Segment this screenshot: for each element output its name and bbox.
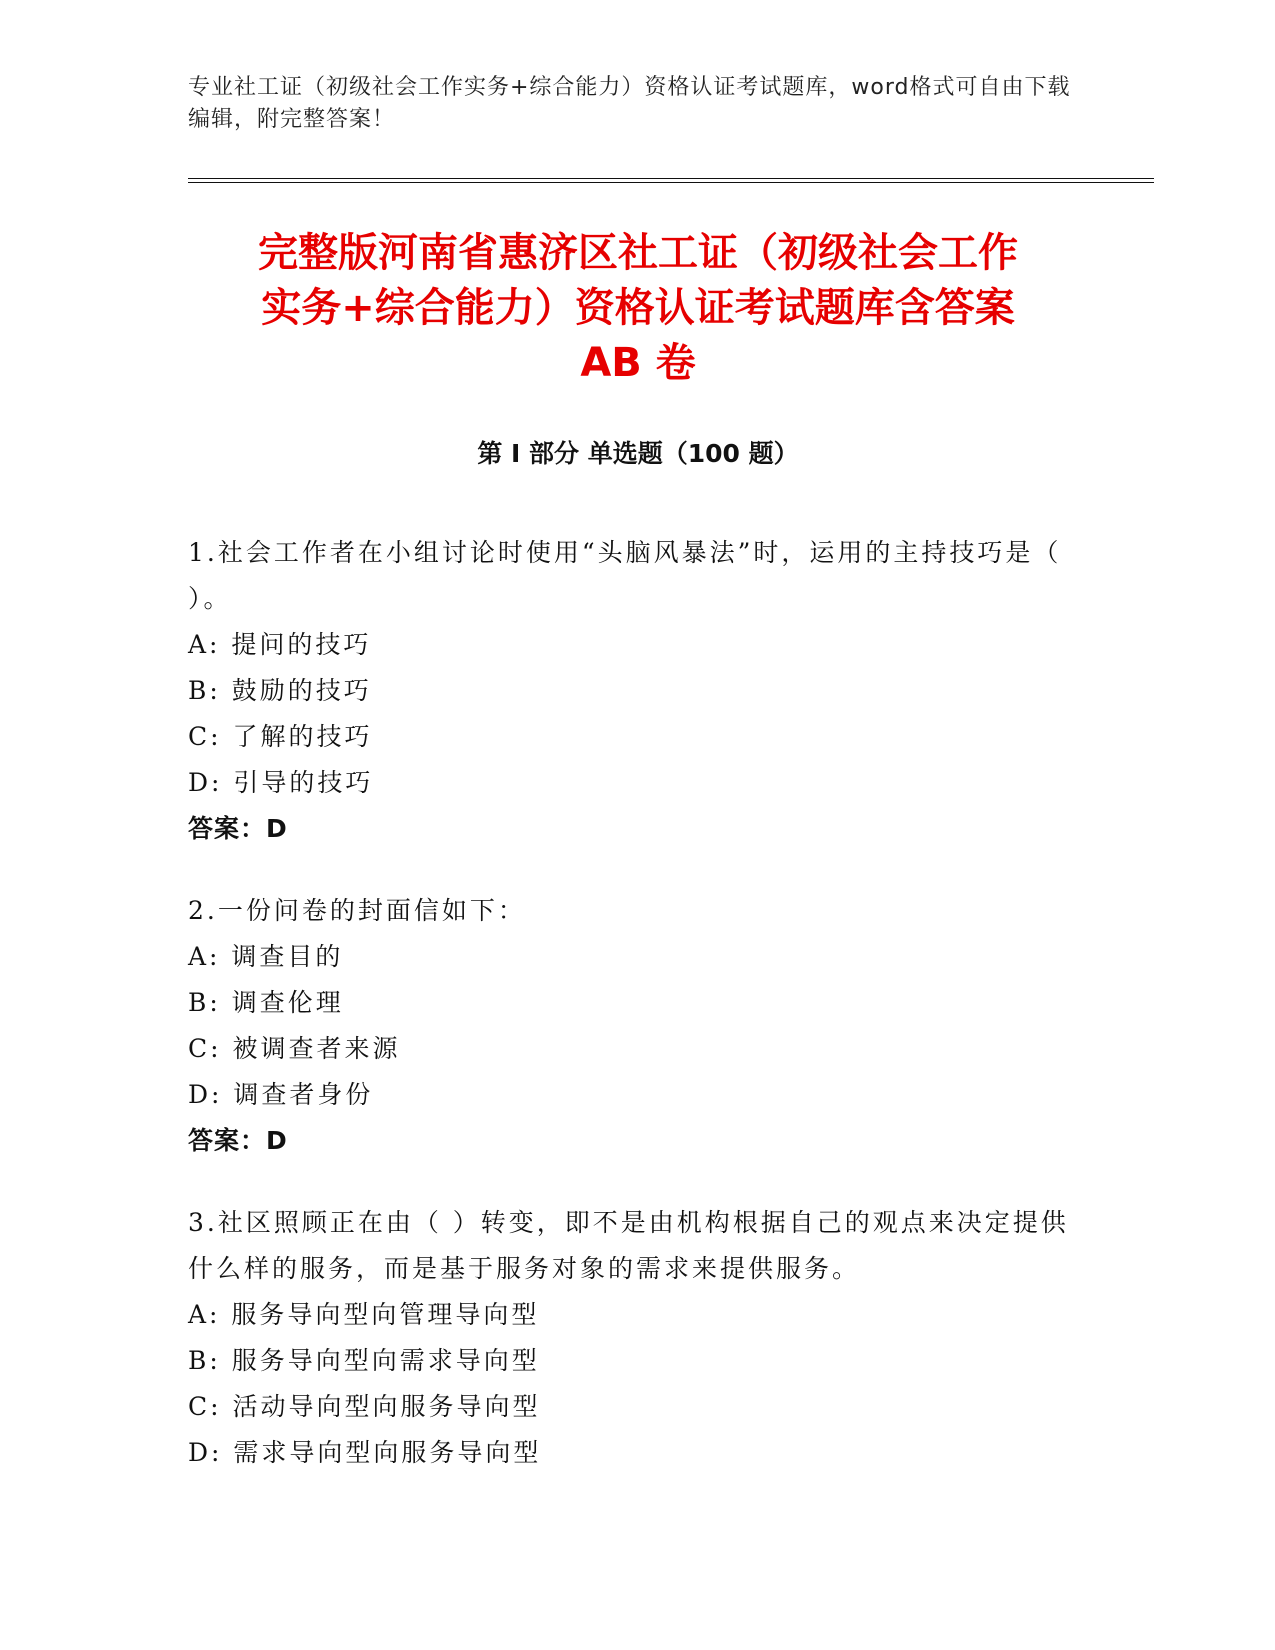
title-line-3: AB 卷 [580, 340, 696, 386]
option-d: D: 引导的技巧 [188, 768, 374, 797]
section-heading: 第 I 部分 单选题（100 题） [477, 439, 799, 468]
question-list [188, 530, 1088, 1512]
question-2 [188, 888, 1088, 1164]
question-3 [188, 1200, 1088, 1476]
option-a: A: 服务导向型向管理导向型 [188, 1300, 540, 1329]
option-d: D: 需求导向型向服务导向型 [188, 1438, 542, 1467]
option-c: C: 了解的技巧 [188, 722, 373, 751]
question-stem: 3.社区照顾正在由（ ）转变，即不是由机构根据自己的观点来决定提供什么样的服务，而是基于服务对象的需求来提供服务。 [188, 1208, 1069, 1283]
answer-line: 答案：D [188, 1126, 288, 1155]
option-b: B: 鼓励的技巧 [188, 676, 372, 705]
option-c: C: 活动导向型向服务导向型 [188, 1392, 541, 1421]
answer-line: 答案：D [188, 814, 288, 843]
question-stem: 1.社会工作者在小组讨论时使用“头脑风暴法”时，运用的主持技巧是（ ）。 [188, 538, 1062, 613]
option-a: A: 调查目的 [188, 942, 344, 971]
header-divider [188, 178, 1154, 183]
header-note: 专业社工证（初级社会工作实务+综合能力）资格认证考试题库，word格式可自由下载编辑，附完整答案！ [188, 75, 1071, 132]
option-c: C: 被调查者来源 [188, 1034, 401, 1063]
title-line-1: 完整版河南省惠济区社工证（初级社会工作 [258, 230, 1018, 276]
option-d: D: 调查者身份 [188, 1080, 374, 1109]
question-stem: 2.一份问卷的封面信如下： [188, 896, 526, 925]
question-1 [188, 530, 1088, 852]
title-line-2: 实务+综合能力）资格认证考试题库含答案 [261, 285, 1015, 331]
document-title [188, 226, 1088, 391]
option-b: B: 服务导向型向需求导向型 [188, 1346, 540, 1375]
option-b: B: 调查伦理 [188, 988, 344, 1017]
option-a: A: 提问的技巧 [188, 630, 372, 659]
